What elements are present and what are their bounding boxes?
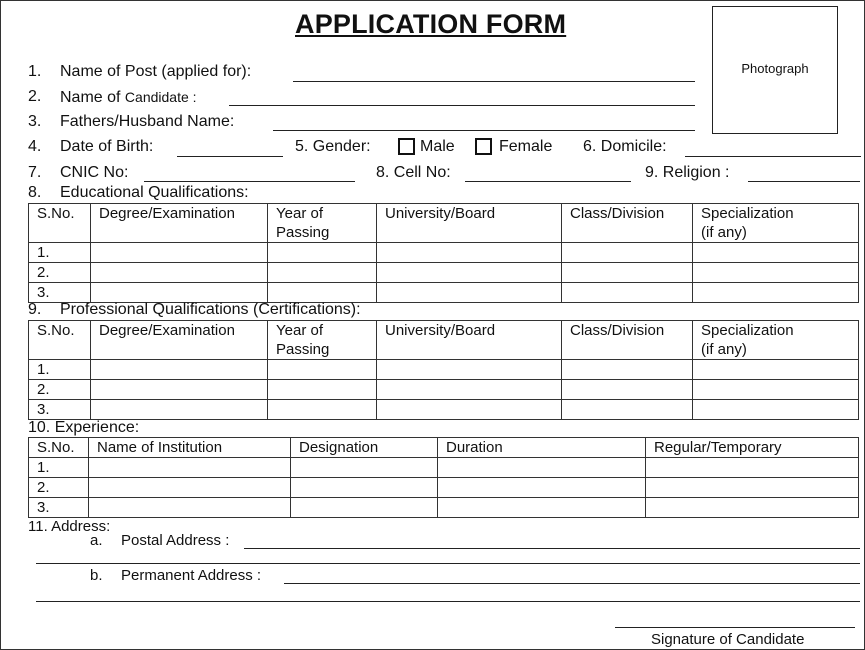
table-row: 3.: [29, 283, 91, 303]
education-table: [28, 203, 859, 303]
postal-address-line-2[interactable]: [36, 563, 860, 564]
address-heading: 11. Address:: [28, 518, 111, 535]
permanent-address-label: Permanent Address :: [121, 567, 262, 584]
photograph-box[interactable]: [712, 6, 838, 134]
domicile-label: 6. Domicile:: [583, 138, 667, 155]
col-regular-temporary: Regular/Temporary: [646, 438, 859, 458]
col-university: University/Board: [377, 321, 562, 360]
col-institution: Name of Institution: [89, 438, 291, 458]
permanent-letter: b.: [90, 567, 103, 584]
domicile-input-line[interactable]: [685, 156, 861, 157]
experience-heading: 10. Experience:: [28, 419, 140, 436]
table-row: 2.: [29, 380, 91, 400]
col-specialization: Specialization (if any): [693, 204, 859, 243]
experience-table: [28, 437, 859, 518]
postal-address-label: Postal Address :: [121, 532, 230, 549]
table-row: 1.: [29, 458, 89, 478]
candidate-label: Name of Candidate :: [60, 89, 197, 106]
table-row: 3.: [29, 400, 91, 420]
male-checkbox[interactable]: [398, 138, 415, 155]
col-specialization: Specialization (if any): [693, 321, 859, 360]
education-number: 8.: [28, 184, 42, 201]
table-row: 3.: [29, 498, 89, 518]
col-class: Class/Division: [562, 204, 693, 243]
candidate-input-line[interactable]: [229, 105, 695, 106]
col-designation: Designation: [291, 438, 438, 458]
religion-label: 9. Religion :: [645, 164, 730, 181]
post-input-line[interactable]: [293, 81, 695, 82]
education-heading: Educational Qualifications:: [60, 184, 249, 201]
signature-line[interactable]: [615, 627, 855, 628]
table-row: 1.: [29, 243, 91, 263]
postal-letter: a.: [90, 532, 103, 549]
photograph-label: Photograph: [741, 61, 809, 76]
dob-label: Date of Birth:: [60, 138, 154, 155]
col-university: University/Board: [377, 204, 562, 243]
female-checkbox[interactable]: [475, 138, 492, 155]
col-degree: Degree/Examination: [91, 204, 268, 243]
cnic-label: CNIC No:: [60, 164, 129, 181]
father-number: 3.: [28, 113, 42, 130]
gender-label: 5. Gender:: [295, 138, 371, 155]
col-year: Year of Passing: [268, 321, 377, 360]
candidate-number: 2.: [28, 88, 42, 105]
col-class: Class/Division: [562, 321, 693, 360]
table-row: 2.: [29, 478, 89, 498]
col-sno: S.No.: [29, 438, 89, 458]
postal-address-line-1[interactable]: [244, 548, 860, 549]
form-title: APPLICATION FORM: [295, 9, 567, 39]
professional-table: [28, 320, 859, 420]
col-sno: S.No.: [29, 204, 91, 243]
col-duration: Duration: [438, 438, 646, 458]
table-row: 2.: [29, 263, 91, 283]
permanent-address-line-1[interactable]: [284, 583, 860, 584]
cnic-number: 7.: [28, 164, 42, 181]
male-label: Male: [420, 138, 455, 155]
professional-heading: Professional Qualifications (Certifications):: [60, 301, 361, 318]
cell-input-line[interactable]: [465, 181, 631, 182]
female-label: Female: [499, 138, 553, 155]
table-row: 1.: [29, 360, 91, 380]
father-label: Fathers/Husband Name:: [60, 113, 235, 130]
dob-number: 4.: [28, 138, 42, 155]
dob-input-line[interactable]: [177, 156, 283, 157]
col-year: Year of Passing: [268, 204, 377, 243]
father-input-line[interactable]: [273, 130, 695, 131]
post-number: 1.: [28, 63, 42, 80]
permanent-address-line-2[interactable]: [36, 601, 860, 602]
cell-label: 8. Cell No:: [376, 164, 451, 181]
post-label: Name of Post (applied for):: [60, 63, 252, 80]
col-degree: Degree/Examination: [91, 321, 268, 360]
signature-label: Signature of Candidate: [651, 631, 805, 648]
cnic-input-line[interactable]: [144, 181, 355, 182]
col-sno: S.No.: [29, 321, 91, 360]
professional-number: 9.: [28, 301, 42, 318]
religion-input-line[interactable]: [748, 181, 860, 182]
